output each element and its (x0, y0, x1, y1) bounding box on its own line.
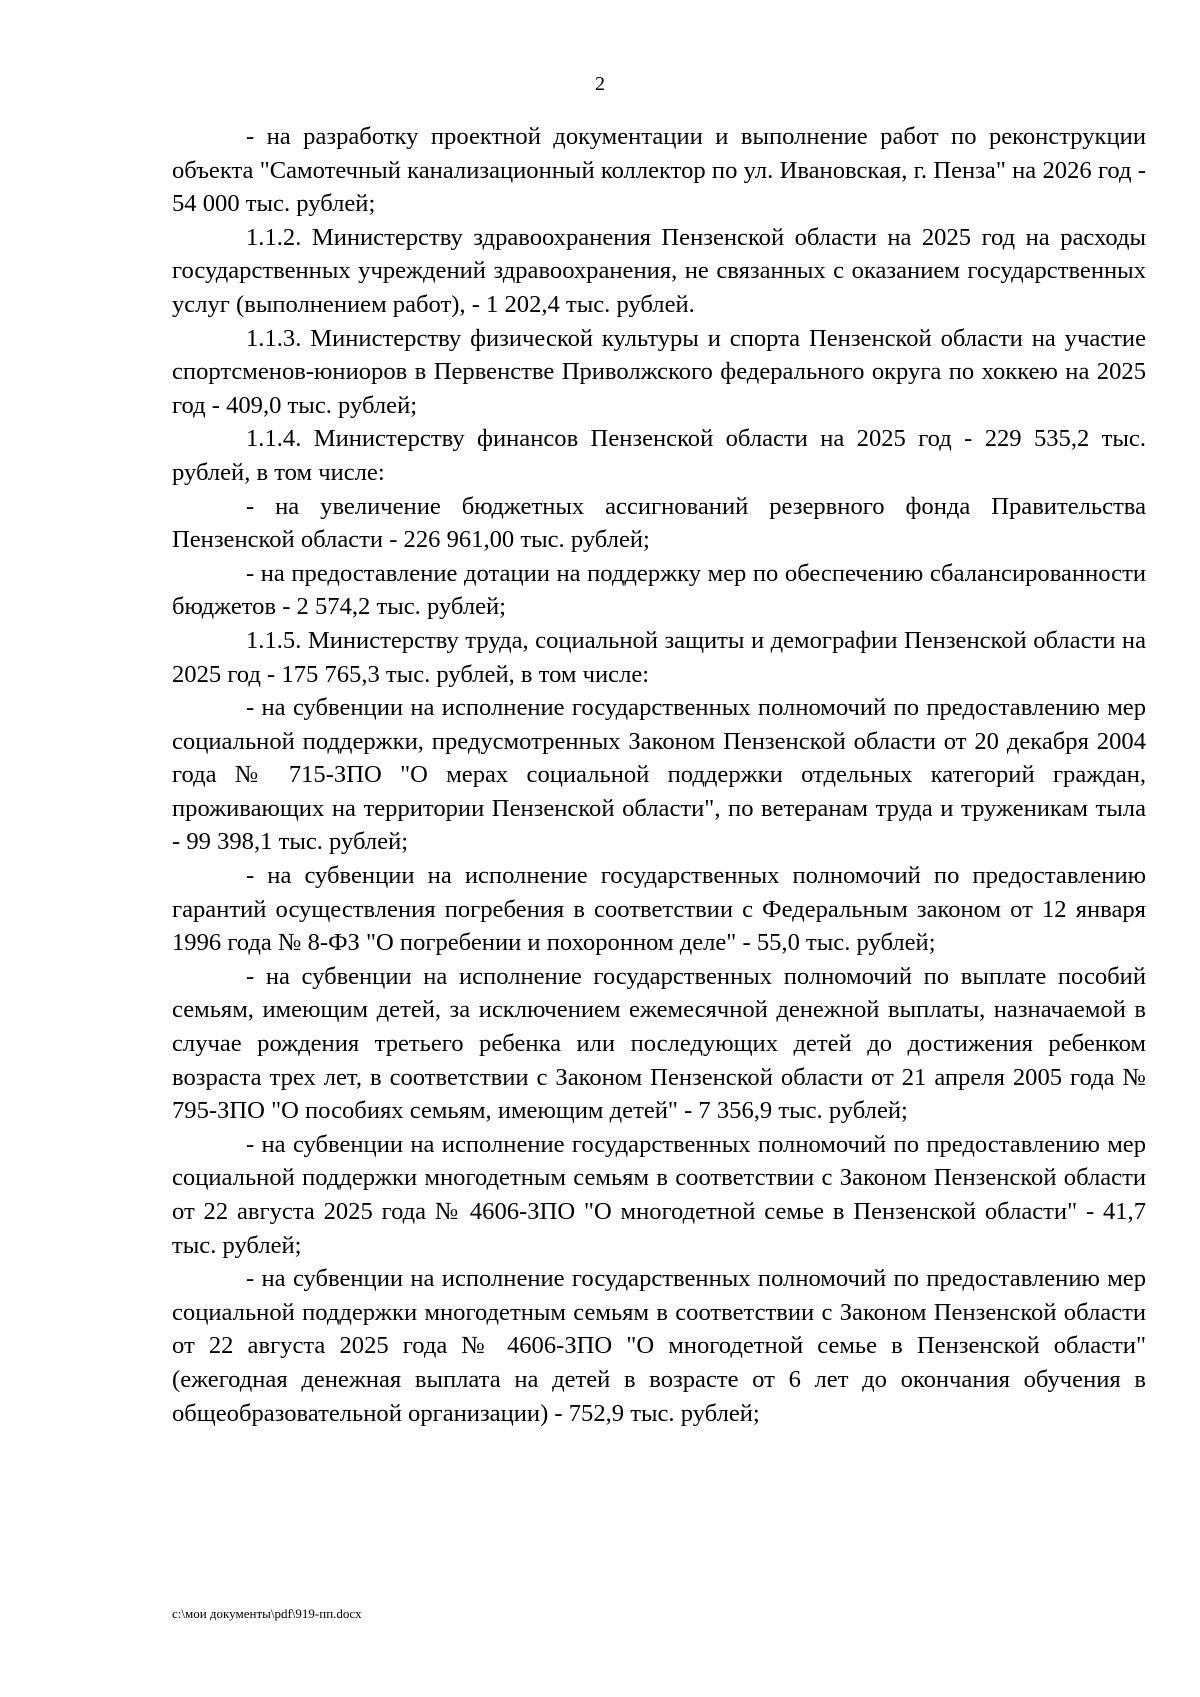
paragraph-large-families-annual: - на субвенции на исполнение государственных полномочий по предоставлению мер социальной поддержки многодетным семьям в соответствии с Законом Пензенской области от 22 августа 2025 года № 4606-ЗПО "О многодетной семье в Пензенской области" (ежегодная денежная выплата на детей в возрасте от 6 лет до окончания обучения в общеобразовательной организации) - 752,9 тыс. рублей; (172, 1265, 1146, 1427)
paragraph-reserve-fund: - на увеличение бюджетных ассигнований резервного фонда Правительства Пензенской области - 226 961,00 тыс. рублей; (172, 492, 1146, 554)
paragraph-labour-ministry: 1.1.5. Министерству труда, социальной защиты и демографии Пензенской области на 2025 год - 175 765,3 тыс. рублей, в том числе: (172, 626, 1146, 688)
document-body (172, 120, 1146, 1430)
paragraph-large-families: - на субвенции на исполнение государственных полномочий по предоставлению мер социальной поддержки многодетным семьям в соответствии с Законом Пензенской области от 22 августа 2025 года № 4606-ЗПО "О многодетной семье в Пензенской области" - 41,7 тыс. рублей; (172, 1130, 1146, 1259)
paragraph-health-ministry: 1.1.2. Министерству здравоохранения Пензенской области на 2025 год на расходы государственных учреждений здравоохранения, не связанных с оказанием государственных услуг (выполнением работ), - 1 202,4 тыс. рублей. (172, 223, 1146, 318)
page-number: 2 (595, 73, 605, 95)
paragraph-design-works: - на разработку проектной документации и выполнение работ по реконструкции объекта "Самотечный канализационный коллектор по ул. Ивановская, г. Пенза" на 2026 год - 54 000 тыс. рублей; (172, 123, 1146, 218)
paragraph-labour-veterans: - на субвенции на исполнение государственных полномочий по предоставлению мер социальной поддержки, предусмотренных Законом Пензенской области от 20 декабря 2004 года № 715-ЗПО "О мерах социальной поддержки отдельных категорий граждан, проживающих на территории Пензенской области", по ветеранам труда и труженикам тыла - 99 398,1 тыс. рублей; (172, 694, 1146, 856)
paragraph-burial-guarantees: - на субвенции на исполнение государственных полномочий по предоставлению гарантий осуществления погребения в соответствии с Федеральным законом от 12 января 1996 года № 8-ФЗ "О погребении и похоронном деле" - 55,0 тыс. рублей; (172, 862, 1146, 957)
paragraph-finance-ministry: 1.1.4. Министерству финансов Пензенской области на 2025 год - 229 535,2 тыс. рублей, в том числе: (172, 425, 1146, 486)
paragraph-sport-ministry: 1.1.3. Министерству физической культуры и спорта Пензенской области на участие спортсменов-юниоров в Первенстве Приволжского федерального округа по хоккею на 2025 год - 409,0 тыс. рублей; (172, 324, 1146, 419)
paragraph-family-benefits: - на субвенции на исполнение государственных полномочий по выплате пособий семьям, имеющим детей, за исключением ежемесячной денежной выплаты, назначаемой в случае рождения третьего ребенка или последующих детей до достижения ребенком возраста трех лет, в соответствии с Законом Пензенской области от 21 апреля 2005 года № 795-ЗПО "О пособиях семьям, имеющим детей" - 7 356,9 тыс. рублей; (172, 962, 1146, 1125)
paragraph-budget-subsidy: - на предоставление дотации на поддержку мер по обеспечению сбалансированности бюджетов - 2 574,2 тыс. рублей; (172, 559, 1146, 621)
footer-file-path: c:\мои документы\pdf\919-пп.docx (172, 1606, 362, 1621)
